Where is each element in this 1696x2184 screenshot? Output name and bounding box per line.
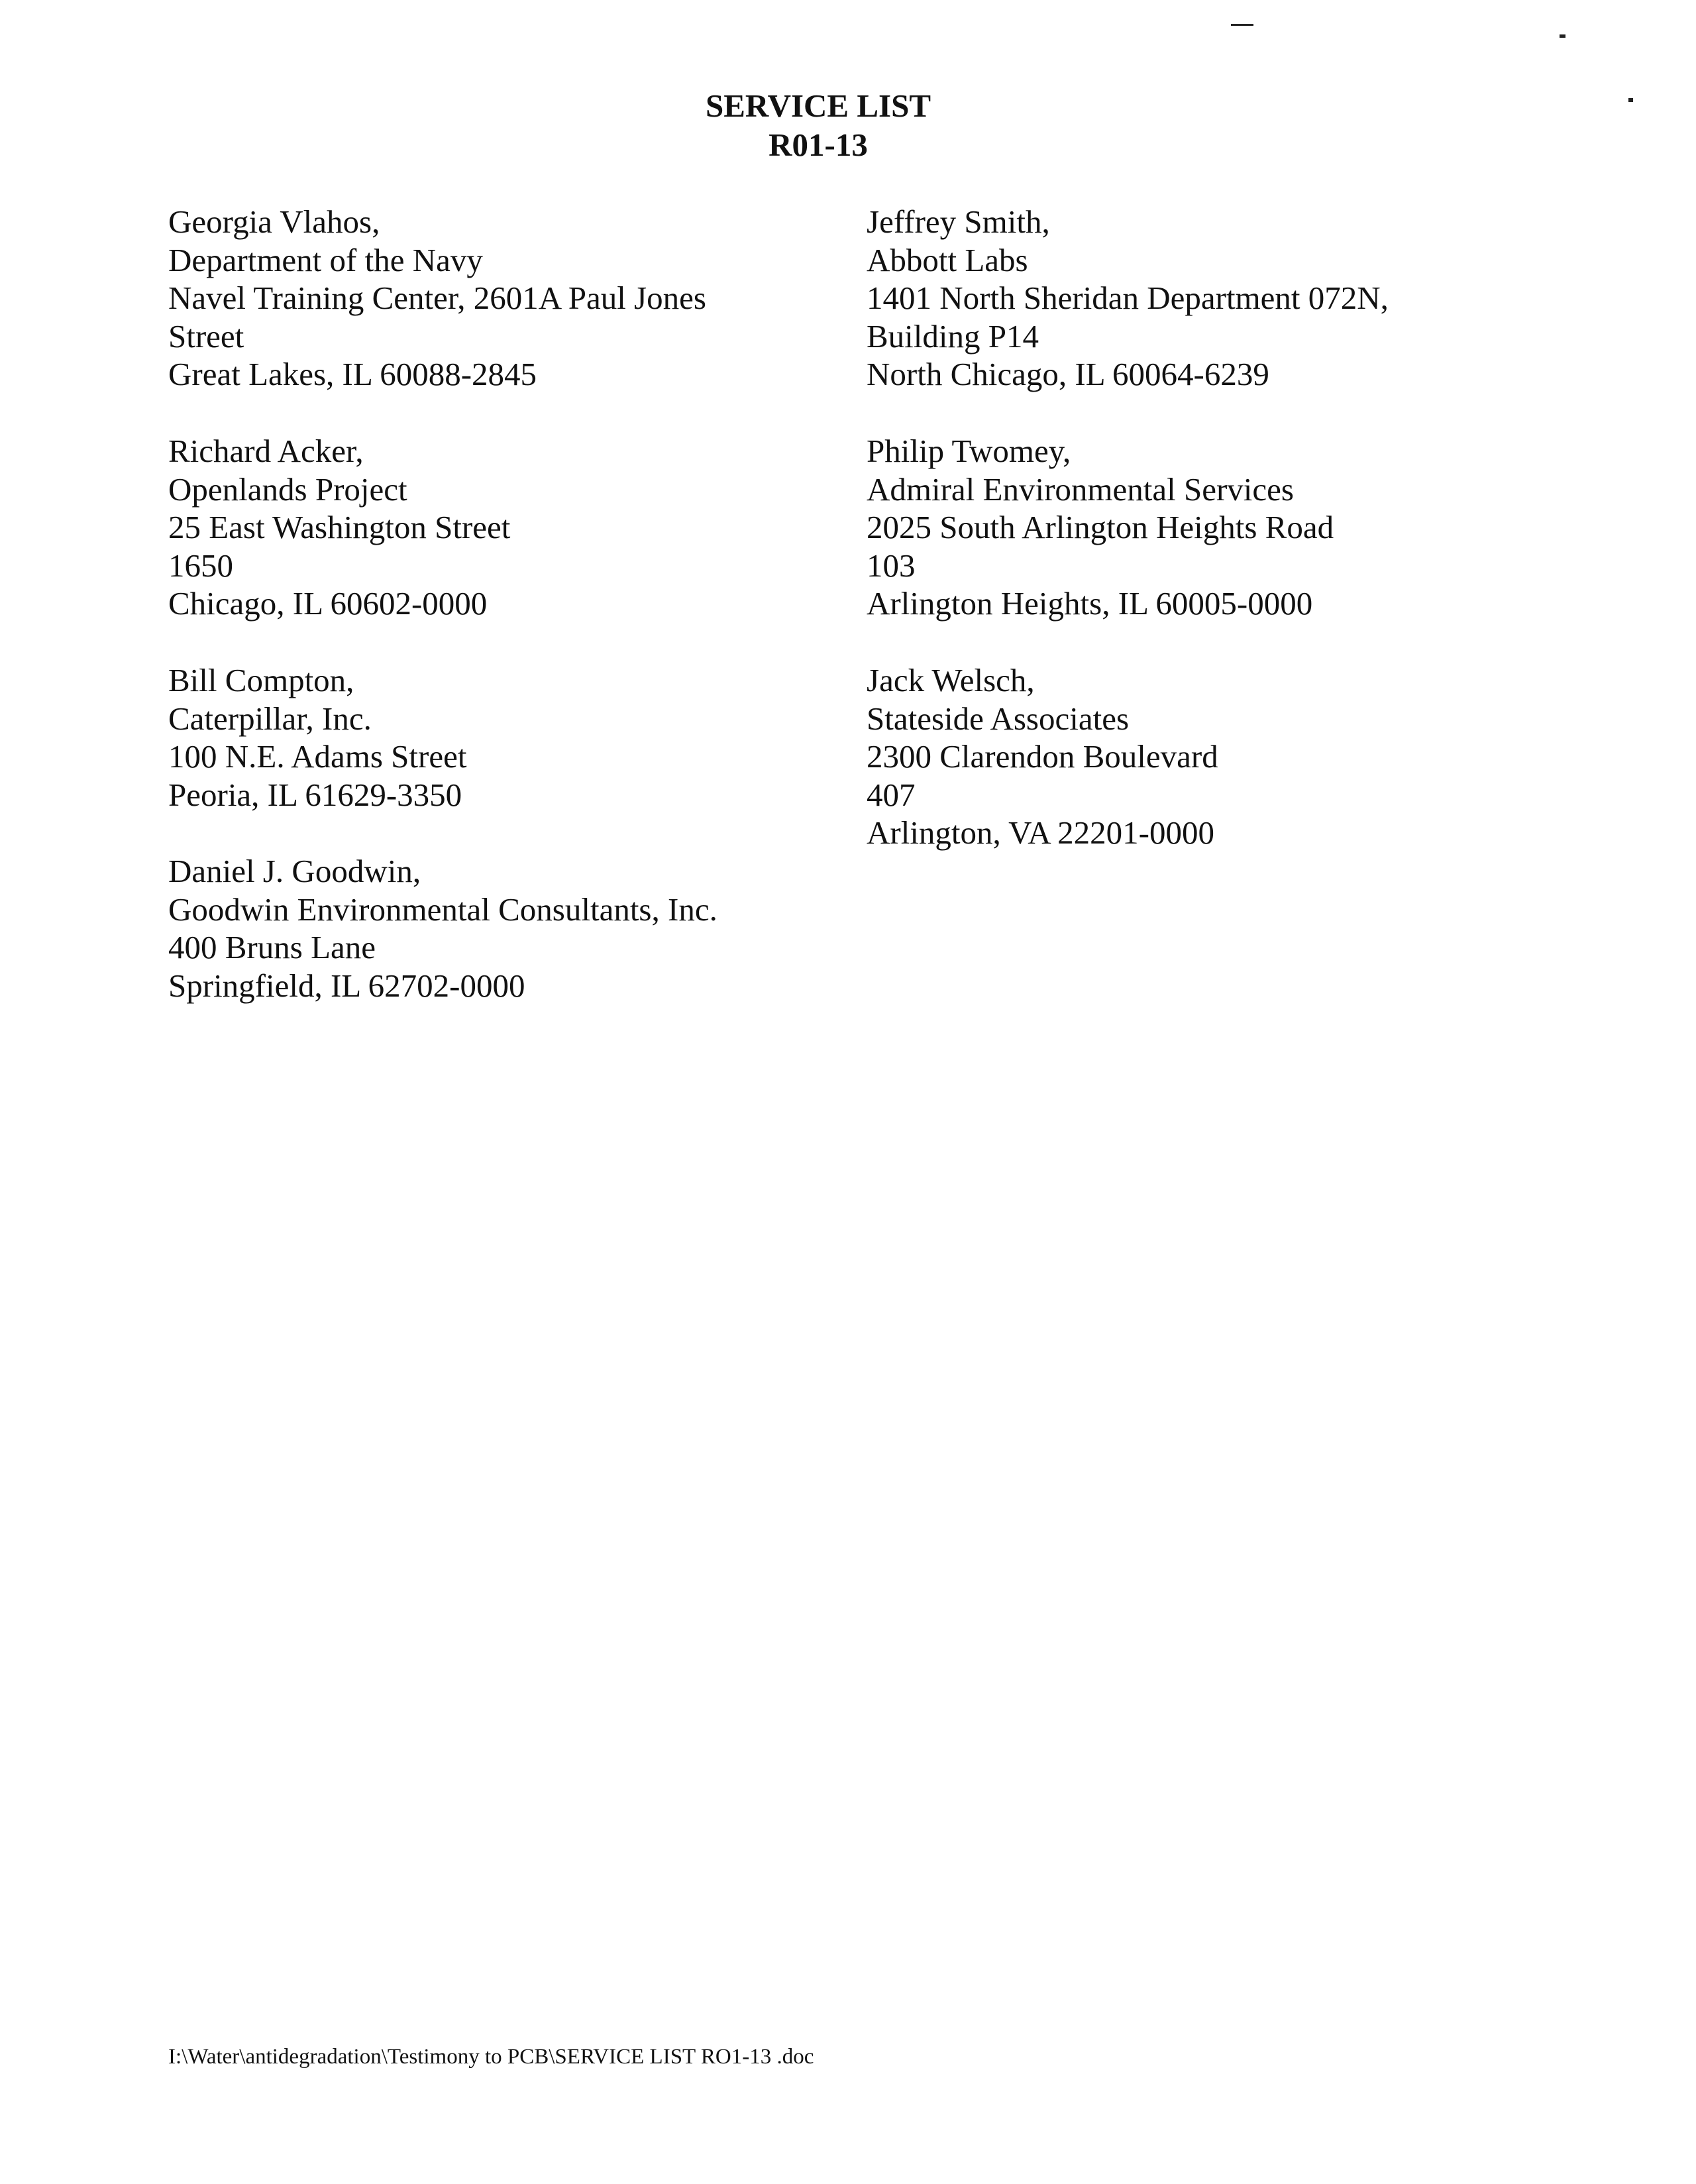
entry-name: Jeffrey Smith, [867,203,1050,240]
scan-mark [1560,34,1565,38]
scan-mark [1628,98,1633,102]
entry-name: Richard Acker, [168,433,364,469]
entry-line: Springfield, IL 62702-0000 [168,967,525,1004]
entry-line: Department of the Navy [168,241,483,278]
entry-line: Admiral Environmental Services [867,470,1294,508]
entry-line: Abbott Labs [867,241,1028,278]
service-entry-welsch [867,661,1218,852]
service-entry-vlahos [168,203,706,394]
title-line-1: SERVICE LIST [705,87,931,124]
entry-line: Building P14 [867,317,1039,355]
service-entry-twomey [867,432,1334,623]
entry-name: Jack Welsch, [867,662,1035,698]
entry-line: Goodwin Environmental Consultants, Inc. [168,891,717,928]
entry-name: Daniel J. Goodwin, [168,853,421,889]
scan-mark [1231,24,1253,26]
page-title [0,86,1636,164]
entry-name: Georgia Vlahos, [168,203,380,240]
entry-name: Bill Compton, [168,662,354,698]
entry-line: 2300 Clarendon Boulevard [867,738,1218,775]
entry-line: Arlington Heights, IL 60005-0000 [867,585,1313,622]
service-entry-goodwin [168,852,717,1005]
service-entry-acker [168,432,510,623]
entry-line: Stateside Associates [867,700,1130,737]
entry-line: 1401 North Sheridan Department 072N, [867,280,1389,316]
entry-line: Caterpillar, Inc. [168,700,372,737]
entry-line: 1650 [168,547,233,584]
entry-name: Philip Twomey, [867,433,1071,469]
entry-line: Arlington, VA 22201-0000 [867,814,1214,851]
entry-line: 103 [867,547,916,584]
entry-line: Chicago, IL 60602-0000 [168,585,488,622]
entry-line: Great Lakes, IL 60088-2845 [168,356,537,392]
footer-file-path: I:\Water\antidegradation\Testimony to PCB\SERVICE LIST RO1-13 .doc [168,2045,814,2069]
service-entry-compton [168,661,466,814]
service-entry-smith [867,203,1389,394]
entry-line: 25 East Washington Street [168,509,511,545]
title-line-2: R01-13 [768,127,868,163]
entry-line: 100 N.E. Adams Street [168,738,467,775]
entry-line: Navel Training Center, 2601A Paul Jones [168,280,706,316]
entry-line: 400 Bruns Lane [168,929,376,965]
entry-line: Street [168,317,244,355]
entry-line: 2025 South Arlington Heights Road [867,509,1334,545]
entry-line: North Chicago, IL 60064-6239 [867,356,1269,392]
entry-line: Openlands Project [168,470,407,508]
entry-line: 407 [867,776,916,813]
entry-line: Peoria, IL 61629-3350 [168,776,462,813]
